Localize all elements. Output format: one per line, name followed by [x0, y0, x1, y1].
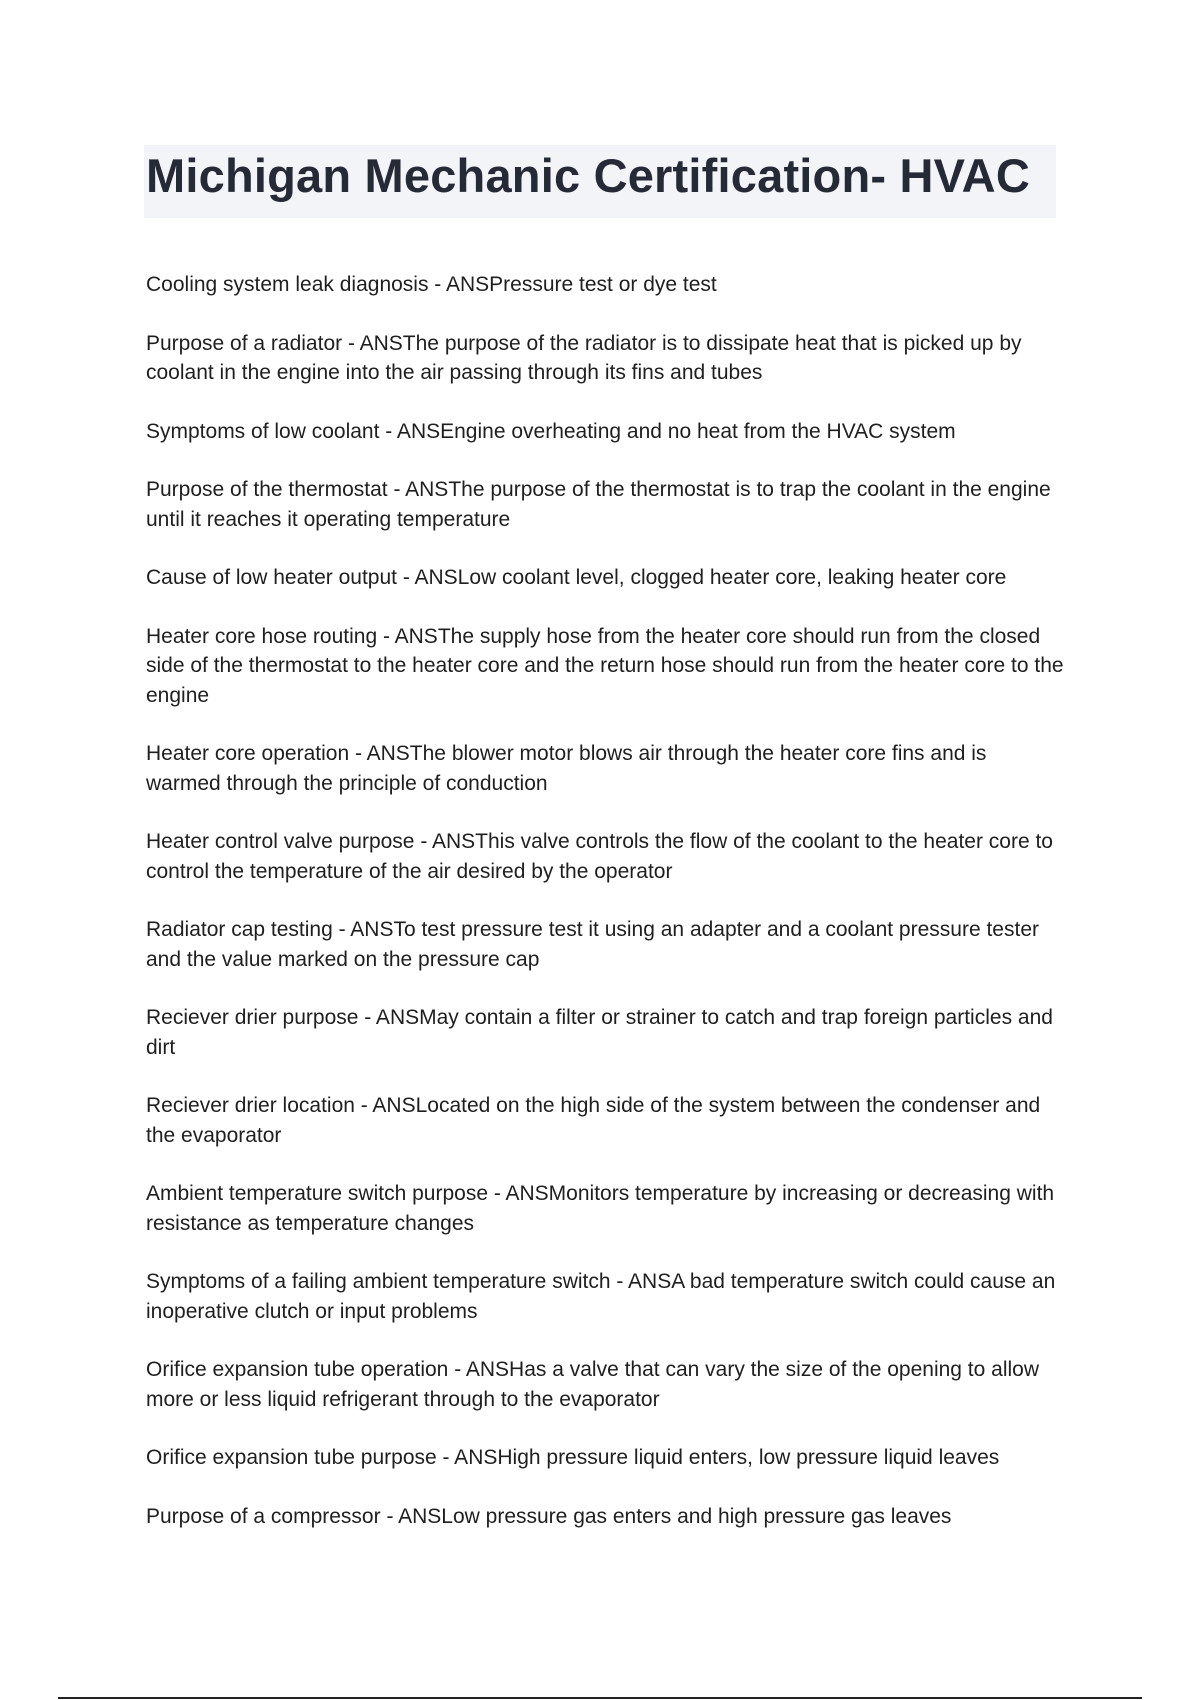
qa-entry: Reciever drier purpose - ANSMay contain a filter or strainer to catch and trap foreign particles and dirt [146, 1006, 1053, 1059]
qa-entry: Purpose of the thermostat - ANSThe purpose of the thermostat is to trap the coolant in the engine until it reaches it operating temperature [146, 478, 1051, 531]
qa-entry: Cause of low heater output - ANSLow coolant level, clogged heater core, leaking heater core [146, 566, 1007, 589]
page-bottom-rule [58, 1697, 1142, 1699]
qa-entry: Ambient temperature switch purpose - ANSMonitors temperature by increasing or decreasing with resistance as temperature changes [146, 1182, 1055, 1235]
qa-entry: Symptoms of a failing ambient temperature switch - ANSA bad temperature switch could cause an inoperative clutch or input problems [146, 1270, 1056, 1323]
qa-entry-list [146, 270, 1066, 1560]
qa-entry: Orifice expansion tube purpose - ANSHigh pressure liquid enters, low pressure liquid leaves [146, 1446, 1000, 1469]
qa-entry: Heater control valve purpose - ANSThis valve controls the flow of the coolant to the heater core to control the temperature of the air desired by the operator [146, 830, 1053, 883]
document-title: Michigan Mechanic Certification- HVAC [146, 149, 1030, 202]
qa-entry: Symptoms of low coolant - ANSEngine overheating and no heat from the HVAC system [146, 419, 956, 443]
qa-entry: Purpose of a compressor - ANSLow pressure gas enters and high pressure gas leaves [146, 1504, 952, 1528]
qa-entry: Heater core hose routing - ANSThe supply hose from the heater core should run from the closed side of the thermostat to the heater core and the return hose should run from the heater core to the engine [146, 624, 1064, 707]
qa-entry: Purpose of a radiator - ANSThe purpose of the radiator is to dissipate heat that is picked up by coolant in the engine into the air passing through its fins and tubes [146, 331, 1022, 384]
qa-entry: Heater core operation - ANSThe blower motor blows air through the heater core fins and is warmed through the principle of conduction [146, 742, 987, 795]
qa-entry: Reciever drier location - ANSLocated on the high side of the system between the condenser and the evaporator [146, 1094, 1041, 1147]
qa-entry: Cooling system leak diagnosis - ANSPressure test or dye test [146, 273, 717, 296]
qa-entry: Radiator cap testing - ANSTo test pressure test it using an adapter and a coolant pressure tester and the value marked on the pressure cap [146, 918, 1039, 971]
qa-entry: Orifice expansion tube operation - ANSHas a valve that can vary the size of the opening to allow more or less liquid refrigerant through to the evaporator [146, 1358, 1040, 1411]
